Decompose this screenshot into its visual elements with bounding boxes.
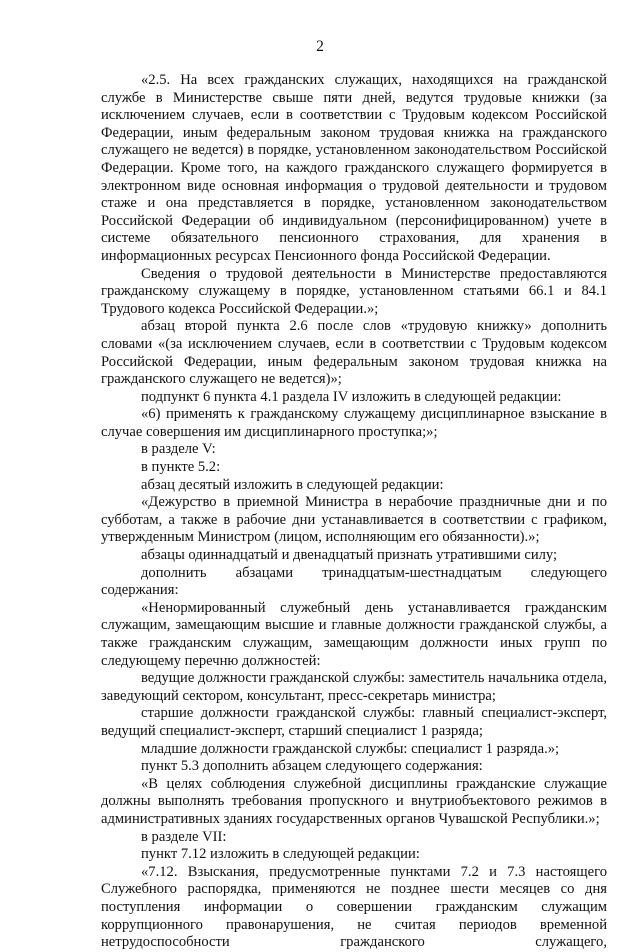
paragraph: в пункте 5.2: bbox=[141, 459, 221, 476]
paragraph: «Ненормированный служебный день устанавливается гражданским служащим, замещающим высшие и главные должности гражданской службы, а также гражданским служащим, замещающим должности иных групп по следующему перечню должностей: bbox=[101, 599, 607, 669]
paragraph: старшие должности гражданской службы: главный специалист-эксперт, ведущий специалист-эксперт, старший специалист 1 разряда; bbox=[101, 705, 607, 739]
paragraph: пункт 7.12 изложить в следующей редакции: bbox=[141, 846, 420, 863]
page-number: 2 bbox=[316, 38, 324, 55]
paragraph: Сведения о трудовой деятельности в Министерстве предоставляются гражданскому служащему в порядке, установленном статьями 66.1 и 84.1 Трудового кодекса Российской Федерации.»; bbox=[101, 265, 607, 317]
paragraph: пункт 5.3 дополнить абзацем следующего содержания: bbox=[141, 758, 483, 775]
paragraph: дополнить абзацами тринадцатым-шестнадцатым следующего содержания: bbox=[101, 564, 607, 599]
paragraph: «Дежурство в приемной Министра в нерабочие праздничные дни и по субботам, а также в рабочие дни устанавливается в соответствии с графиком, утвержденным Министром (лицом, исполняющим его обязанности).»; bbox=[101, 494, 607, 546]
document-body bbox=[101, 72, 607, 952]
paragraph: в разделе VII: bbox=[141, 828, 227, 845]
paragraph: абзац десятый изложить в следующей редакции: bbox=[141, 476, 444, 493]
paragraph: «6) применять к гражданскому служащему дисциплинарное взыскание в случае совершения им дисциплинарного проступка;»; bbox=[101, 406, 607, 440]
paragraph: абзацы одиннадцатый и двенадцатый признать утратившими силу; bbox=[141, 547, 558, 564]
paragraph: младшие должности гражданской службы: специалист 1 разряда.»; bbox=[141, 740, 560, 757]
paragraph: в разделе V: bbox=[141, 441, 216, 458]
paragraph: «7.12. Взыскания, предусмотренные пунктами 7.2 и 7.3 настоящего Служебного распорядка, применяются не позднее шести месяцев со дня поступления информации о совершении гражданским служащим коррупционного правонарушения, не считая периодов временной нетрудоспособности гражданского служащего, bbox=[101, 863, 607, 951]
paragraph: ведущие должности гражданской службы: заместитель начальника отдела, заведующий сектором, консультант, пресс-секретарь министра; bbox=[101, 670, 607, 704]
paragraph: абзац второй пункта 2.6 после слов «трудовую книжку» дополнить словами «(за исключением случаев, если в соответствии с Трудовым кодексом Российской Федерации, иным федеральным законом трудовая книжка на гражданского служащего не ведется)»; bbox=[101, 318, 607, 388]
paragraph: «2.5. На всех гражданских служащих, находящихся на гражданской службе в Министерстве свыше пяти дней, ведутся трудовые книжки (за исключением случаев, если в соответствии с Трудовым кодексом Российской Федерации, иным федеральным законом трудовая книжка на гражданского служащего не ведется) в порядке, установленном законодательством Российской Федерации. Кроме того, на каждого гражданского служащего формируется в электронном виде основная информация о трудовой деятельности и трудовом стаже и она представляется в порядке, установленном законодательством Российской Федерации об индивидуальном (персонифицированном) учете в системе обязательного пенсионного страхования, для хранения в информационных ресурсах Пенсионного фонда Российской Федерации. bbox=[101, 72, 607, 264]
paragraph: подпункт 6 пункта 4.1 раздела IV изложить в следующей редакции: bbox=[141, 388, 562, 405]
paragraph: «В целях соблюдения служебной дисциплины гражданские служащие должны выполнять требования пропускного и внутриобъектового режимов в административных зданиях государственных органов Чувашской Республики.»; bbox=[101, 775, 607, 827]
